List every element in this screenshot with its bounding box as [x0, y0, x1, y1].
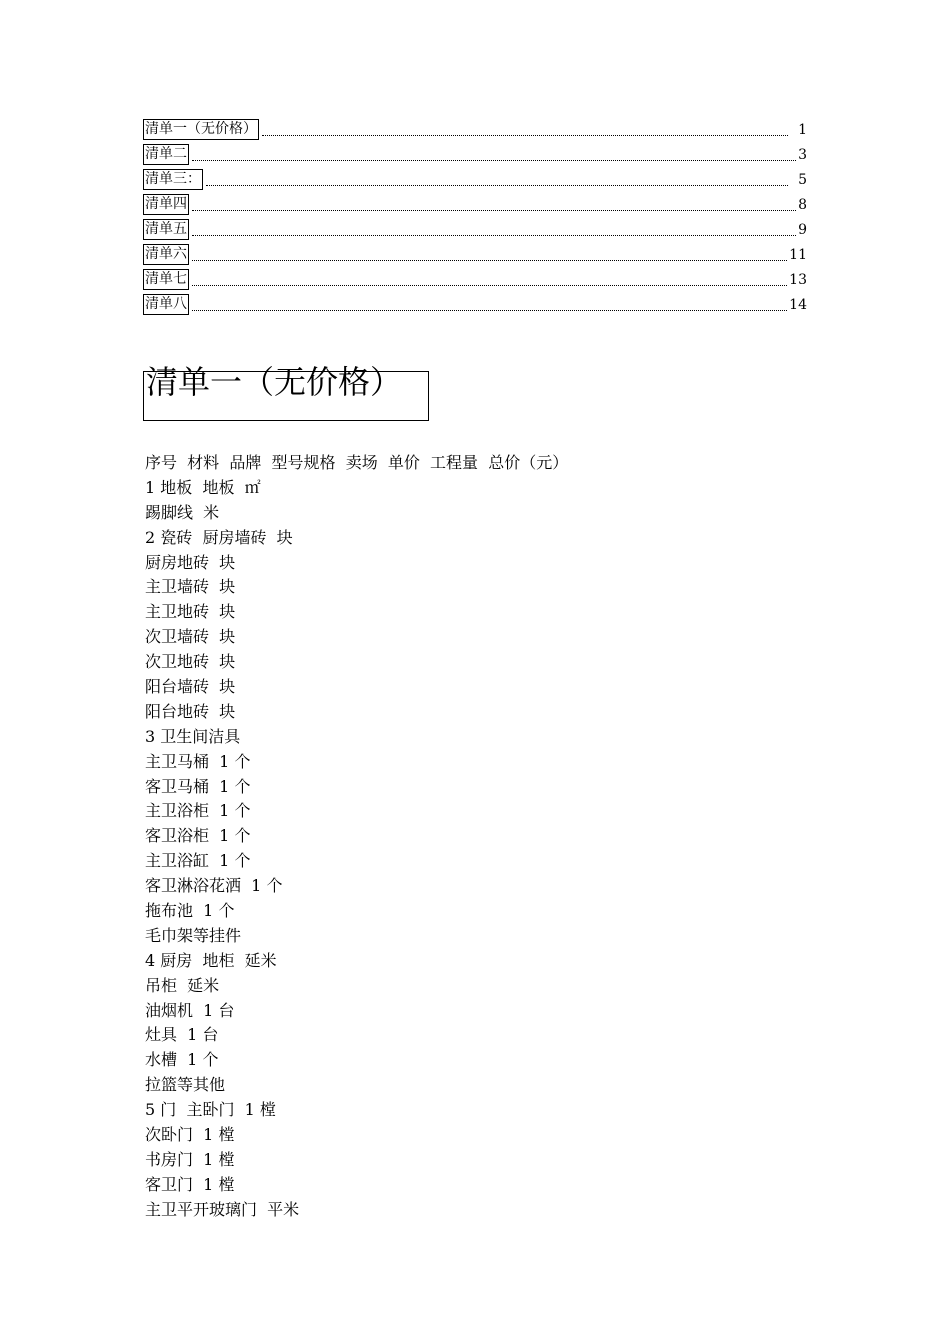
- toc-page-number: 8: [798, 197, 807, 213]
- toc-dot-leader: [192, 159, 796, 161]
- list-item: 客卫浴柜 1 个: [145, 826, 251, 846]
- toc-entry-label[interactable]: 清单七: [143, 269, 189, 290]
- toc-entry[interactable]: [143, 190, 807, 215]
- list-item: 吊柜 延米: [145, 975, 220, 995]
- list-item: 次卧门 1 樘: [145, 1125, 235, 1145]
- list-item: 拖布池 1 个: [145, 901, 235, 921]
- section-heading: 清单一（无价格）: [146, 363, 403, 401]
- toc-page-number: 9: [798, 222, 807, 238]
- toc-page-number: 5: [798, 172, 807, 188]
- toc-entry-label[interactable]: 清单六: [143, 244, 189, 265]
- list-item: 2 瓷砖 厨房墙砖 块: [145, 527, 293, 547]
- toc-entry-label[interactable]: 清单八: [143, 294, 189, 315]
- toc-page-number: 11: [789, 247, 807, 263]
- list-item: 阳台墙砖 块: [145, 677, 236, 697]
- toc-entry[interactable]: [143, 115, 807, 140]
- toc-entry-label[interactable]: 清单三：: [143, 169, 203, 190]
- toc-dot-leader: [206, 184, 788, 186]
- toc-entry-label[interactable]: 清单一（无价格）: [143, 119, 259, 140]
- toc-dot-leader: [192, 209, 796, 211]
- toc-entry-label[interactable]: 清单二: [143, 144, 189, 165]
- toc-page-number: 13: [789, 272, 807, 288]
- toc-dot-leader: [192, 234, 796, 236]
- toc-entry[interactable]: [143, 240, 807, 265]
- list-item: 3 卫生间洁具: [145, 726, 241, 746]
- toc-page-number: 1: [798, 122, 807, 138]
- list-item: 客卫门 1 樘: [145, 1174, 235, 1194]
- toc-dot-leader: [192, 259, 787, 261]
- list-item: 水槽 1 个: [145, 1050, 219, 1070]
- list-item: 客卫马桶 1 个: [145, 776, 251, 796]
- list-header: 序号 材料 品牌 型号规格 卖场 单价 工程量 总价（元）: [145, 453, 569, 472]
- toc-page-number: 14: [789, 297, 807, 313]
- list-item: 4 厨房 地柜 延米: [145, 950, 277, 970]
- list-item: 主卫墙砖 块: [145, 577, 236, 597]
- toc-entry[interactable]: [143, 290, 807, 315]
- material-list: [145, 451, 568, 1223]
- list-item: 客卫淋浴花洒 1 个: [145, 876, 283, 896]
- list-item: 毛巾架等挂件: [145, 925, 242, 945]
- list-item: 油烟机 1 台: [145, 1000, 235, 1020]
- list-item: 阳台地砖 块: [145, 701, 236, 721]
- list-item: 次卫地砖 块: [145, 652, 236, 672]
- list-item: 主卫平开玻璃门 平米: [145, 1199, 300, 1219]
- list-item: 主卫地砖 块: [145, 602, 236, 622]
- list-item: 主卫浴缸 1 个: [145, 851, 251, 871]
- toc-page-number: 3: [798, 147, 807, 163]
- toc-dot-leader: [262, 134, 788, 136]
- list-item: 灶具 1 台: [145, 1025, 219, 1045]
- list-item: 书房门 1 樘: [145, 1149, 235, 1169]
- toc-entry[interactable]: [143, 215, 807, 240]
- toc-dot-leader: [192, 309, 787, 311]
- toc-entry[interactable]: [143, 165, 807, 190]
- list-item: 厨房地砖 块: [145, 552, 236, 572]
- list-item: 主卫马桶 1 个: [145, 751, 251, 771]
- toc-entry-label[interactable]: 清单四: [143, 194, 189, 215]
- toc-entry[interactable]: [143, 265, 807, 290]
- toc-dot-leader: [192, 284, 787, 286]
- list-item: 踢脚线 米: [145, 502, 220, 522]
- list-item: 1 地板 地板 ㎡: [145, 477, 261, 497]
- list-item: 拉篮等其他: [145, 1075, 226, 1095]
- table-of-contents: [143, 115, 807, 315]
- toc-entry[interactable]: [143, 140, 807, 165]
- list-item: 主卫浴柜 1 个: [145, 801, 251, 821]
- list-item: 次卫墙砖 块: [145, 627, 236, 647]
- toc-entry-label[interactable]: 清单五: [143, 219, 189, 240]
- list-item: 5 门 主卧门 1 樘: [145, 1100, 276, 1120]
